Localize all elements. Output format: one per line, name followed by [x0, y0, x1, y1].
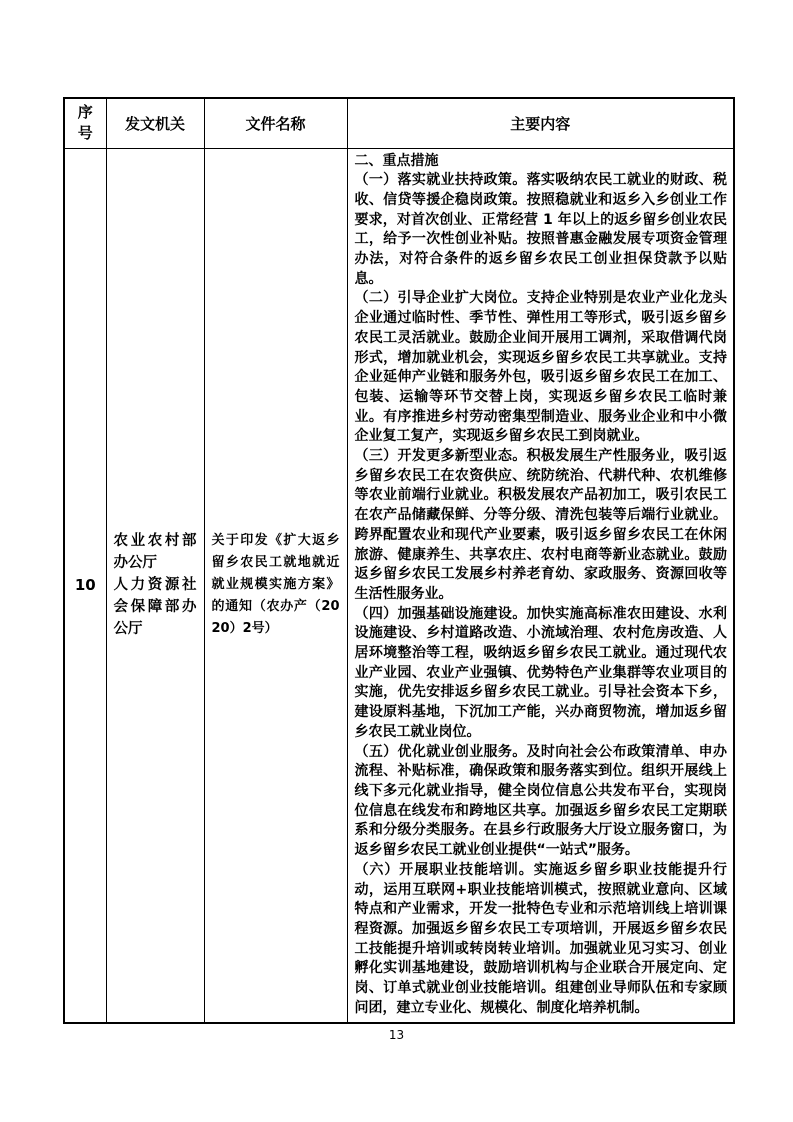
document-title: 关于印发《扩大返乡留乡农民工就地就近就业规模实施方案》的通知（农办产（2020）2号）: [211, 533, 340, 637]
content-paragraph: （四）加强基础设施建设。加快实施高标准农田建设、水利设施建设、乡村道路改造、小流域治理、农村危房改造、人居环境整治等工程，吸纳返乡留乡农民工就业。通过现代农业产业园、农业产业强镇、优势特色产业集群等农业项目的实施，优先安排返乡留乡农民工就业。引导社会资本下乡，建设原料基地，下沉加工产能，兴办商贸物流，增加返乡留乡农民工就业岗位。: [354, 605, 727, 740]
content-paragraph: （二）引导企业扩大岗位。支持企业特别是农业产业化龙头企业通过临时性、季节性、弹性用工等形式，吸引返乡留乡农民工灵活就业。鼓励企业间开展用工调剂，采取借调代岗形式，增加就业机会，实现返乡留乡农民工共享就业。支持企业延伸产业链和服务外包，吸引返乡留乡农民工在加工、包装、运输等环节交替上岗，实现返乡留乡农民工临时兼业。有序推进乡村劳动密集型制造业、服务业企业和中小微企业复工复产，实现返乡留乡农民工到岗就业。: [354, 290, 727, 445]
column-header-content: 主要内容: [347, 98, 734, 148]
column-header-agency: 发文机关: [106, 98, 204, 148]
content-paragraph: （三）开发更多新型业态。积极发展生产性服务业，吸引返乡留乡农民工在农资供应、统防统治、代耕代种、农机维修等农业前端行业就业。积极发展农产品初加工，吸引农民工在农产品储藏保鲜、分等分级、清洗包装等后端行业就业。跨界配置农业和现代产业要素，吸引返乡留乡农民工在休闲旅游、健康养生、共享农庄、农村电商等新业态就业。鼓励返乡留乡农民工发展乡村养老育幼、家政服务、资源回收等生活性服务业。: [354, 448, 727, 602]
agency-name: 农业农村部办公厅: [113, 533, 197, 572]
column-header-title: 文件名称: [204, 98, 347, 148]
agency-cell: [106, 148, 204, 1023]
page-number: 13: [388, 1028, 405, 1042]
content-paragraph: （五）优化就业创业服务。及时向社会公布政策清单、申办流程、补贴标准，确保政策和服务落实到位。组织开展线上线下多元化就业指导，健全岗位信息公共发布平台，实现岗位信息在线发布和跨地区共享。加强返乡留乡农民工定期联系和分级分类服务。在县乡行政服务大厅设立服务窗口，为返乡留乡农民工就业创业提供“一站式”服务。: [354, 743, 727, 859]
agency-name: 人力资源社会保障部办公厅: [113, 577, 197, 638]
content-paragraph: （六）开展职业技能培训。实施返乡留乡职业技能提升行动，运用互联网+职业技能培训模式，按照就业意向、区域特点和产业需求，开发一批特色专业和示范培训线上培训课程资源。加强返乡留乡农民工专项培训，开展返乡留乡农民工技能提升培训或转岗转业培训。加强就业见习实习、创业孵化实训基地建设，鼓励培训机构与企业联合开展定向、定岗、订单式就业创业技能培训。组建创业导师队伍和专家顾问团，建立专业化、规模化、制度化培养机制。: [354, 861, 727, 1016]
content-paragraph: （一）落实就业扶持政策。落实吸纳农民工就业的财政、税收、信贷等援企稳岗政策。按照稳就业和返乡入乡创业工作要求，对首次创业、正常经营 1 年以上的返乡留乡创业农民工，给予一次性创业补贴。按照普惠金融发展专项资金管理办法，对符合条件的返乡留乡农民工创业担保贷款予以贴息。: [354, 172, 727, 287]
table-row: [64, 148, 734, 1023]
column-header-serial-label: 序号: [77, 103, 93, 143]
main-content-cell: [347, 148, 734, 1023]
serial-number: 10: [64, 148, 106, 1023]
table-header-row: [64, 98, 734, 148]
content-section-heading: 二、重点措施: [354, 152, 439, 169]
documents-table: [63, 97, 735, 1024]
document-title-cell: [204, 148, 347, 1023]
column-header-serial: [64, 98, 106, 148]
